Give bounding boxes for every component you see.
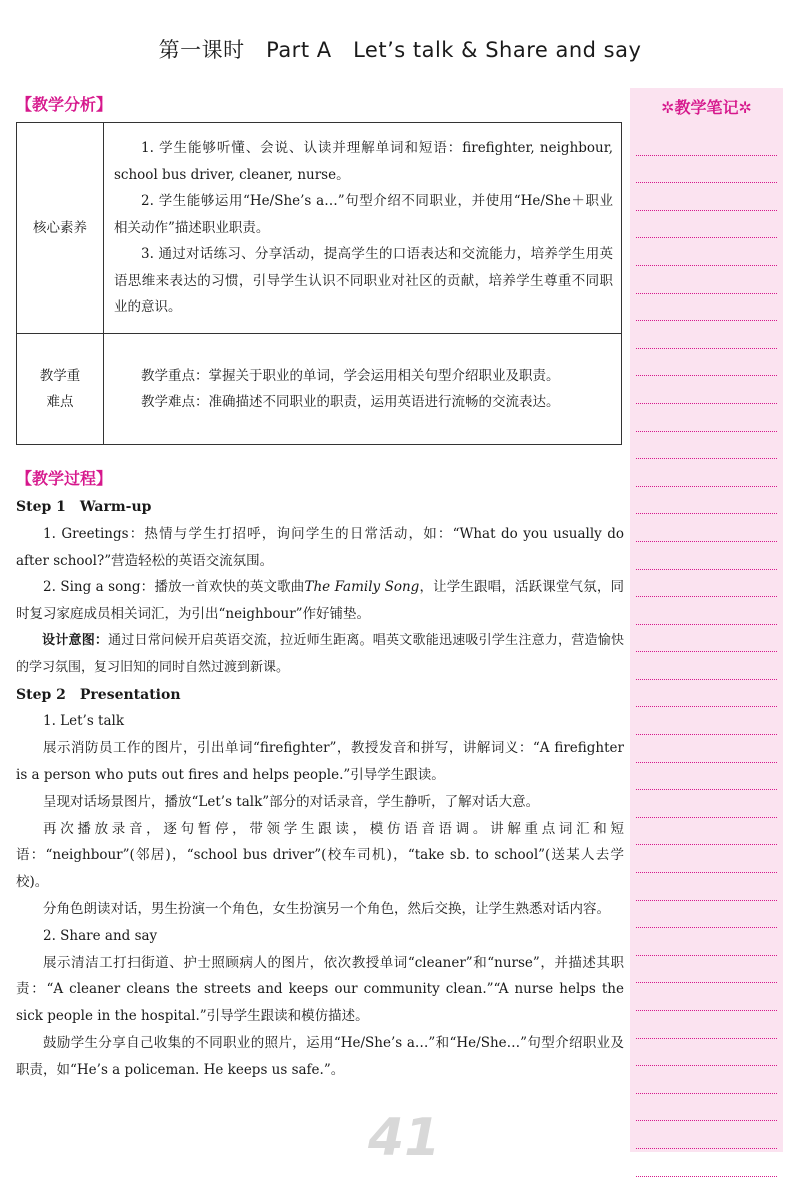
note-line bbox=[636, 680, 777, 708]
note-line bbox=[636, 349, 777, 377]
note-line bbox=[636, 928, 777, 956]
paragraph: 3. 通过对话练习、分享活动，提高学生的口语表达和交流能力，培养学生用英语思维来表达的习惯，引导学生认识不同职业对社区的贡献，培养学生尊重不同职业的意识。 bbox=[114, 246, 613, 316]
row-content bbox=[104, 334, 622, 445]
paragraph: 教学重点：掌握关于职业的单词，学会运用相关句型介绍职业及职责。 bbox=[141, 367, 560, 384]
note-line bbox=[636, 570, 777, 598]
paragraph bbox=[16, 574, 624, 628]
paragraph: 1. Greetings：热情与学生打招呼，询问学生的日常活动，如：“What do you usually do after school?”营造轻松的英语交流氛围。 bbox=[16, 525, 624, 569]
design-intent-text: 通过日常问候开启英语交流，拉近师生距离。唱英文歌能迅速吸引学生注意力，营造愉快的学习氛围，复习旧知的同时自然过渡到新课。 bbox=[16, 632, 624, 675]
paragraph: 教学难点：准确描述不同职业的职责，运用英语进行流畅的交流表达。 bbox=[141, 394, 560, 410]
paragraph: 1. 学生能够听懂、会说、认读并理解单词和短语：firefighter, neighbour, school bus driver, cleaner, nurse。 bbox=[114, 140, 613, 183]
table-row bbox=[17, 123, 622, 334]
design-intent-label: 设计意图： bbox=[42, 632, 109, 648]
note-line bbox=[636, 487, 777, 515]
page-title: 第一课时 Part A Let’s talk & Share and say bbox=[158, 38, 642, 62]
notes-sidebar bbox=[630, 88, 783, 1152]
note-line bbox=[636, 983, 777, 1011]
row-label: 核心素养 bbox=[17, 123, 104, 334]
note-line bbox=[636, 404, 777, 432]
subheading: 1. Let’s talk bbox=[43, 713, 125, 730]
section-heading-process: 【教学过程】 bbox=[16, 469, 113, 488]
paragraph: 展示消防员工作的图片，引出单词“firefighter”，教授发音和拼写，讲解词义：“A firefighter is a person who puts out fires and helps people.”引导学生跟读。 bbox=[16, 740, 624, 783]
note-line bbox=[636, 901, 777, 929]
note-line bbox=[636, 542, 777, 570]
row-label-text: 教学重难点 bbox=[39, 368, 81, 410]
note-line bbox=[636, 1066, 777, 1094]
note-line bbox=[636, 1039, 777, 1067]
step-title: Step 1 Warm-up bbox=[16, 499, 152, 515]
note-line bbox=[636, 873, 777, 901]
note-line bbox=[636, 1149, 777, 1177]
paragraph: 分角色朗读对话，男生扮演一个角色，女生扮演另一个角色，然后交换，让学生熟悉对话内容。 bbox=[43, 900, 610, 917]
notes-lines bbox=[630, 128, 783, 1177]
analysis-table bbox=[16, 122, 622, 445]
text-span: ，让学生跟唱，活跃课堂气氛，同时复习家庭成员相关词汇，为引出“neighbour”作好铺垫。 bbox=[16, 579, 624, 623]
note-line bbox=[636, 652, 777, 680]
note-line bbox=[636, 376, 777, 404]
note-line bbox=[636, 266, 777, 294]
note-line bbox=[636, 956, 777, 984]
table-row bbox=[17, 334, 622, 445]
note-line bbox=[636, 1011, 777, 1039]
note-line bbox=[636, 597, 777, 625]
note-line bbox=[636, 432, 777, 460]
paragraph: 再次播放录音，逐句暂停，带领学生跟读，模仿语音语调。讲解重点词汇和短语：“neighbour”(邻居)，“school bus driver”(校车司机)，“take sb. to school”(送某人去学校)。 bbox=[16, 820, 624, 891]
note-line bbox=[636, 321, 777, 349]
note-line bbox=[636, 128, 777, 156]
paragraph: 展示清洁工打扫街道、护士照顾病人的图片，依次教授单词“cleaner”和“nurse”，并描述其职责：“A cleaner cleans the streets and keeps our community clean.”“A nurse helps the sick people in the hospital.”引导学生跟读和模仿描述。 bbox=[16, 954, 624, 1025]
note-line bbox=[636, 514, 777, 542]
note-line bbox=[636, 1094, 777, 1122]
paragraph: 呈现对话场景图片，播放“Let’s talk”部分的对话录音，学生静听，了解对话大意。 bbox=[43, 793, 540, 810]
note-line bbox=[636, 625, 777, 653]
notes-heading: ✲教学笔记✲ bbox=[661, 98, 752, 117]
note-line bbox=[636, 707, 777, 735]
paragraph: 2. 学生能够运用“He/She’s a…”句型介绍不同职业，并使用“He/She＋职业相关动作”描述职业职责。 bbox=[114, 193, 613, 236]
note-line bbox=[636, 763, 777, 791]
section-heading-analysis: 【教学分析】 bbox=[16, 95, 113, 114]
note-line bbox=[636, 156, 777, 184]
text-span: 2. Sing a song：播放一首欢快的英文歌曲 bbox=[43, 579, 305, 596]
note-line bbox=[636, 735, 777, 763]
page-number: 41 bbox=[368, 1108, 441, 1168]
note-line bbox=[636, 183, 777, 211]
note-line bbox=[636, 818, 777, 846]
process-body bbox=[16, 494, 624, 1084]
paragraph: 鼓励学生分享自己收集的不同职业的照片，运用“He/She’s a…”和“He/She…”句型介绍职业及职责，如“He’s a policeman. He keeps us safe.”。 bbox=[16, 1034, 624, 1078]
note-line bbox=[636, 459, 777, 487]
note-line bbox=[636, 790, 777, 818]
design-intent bbox=[16, 628, 624, 682]
song-title: The Family Song bbox=[304, 579, 420, 596]
note-line bbox=[636, 294, 777, 322]
subheading: 2. Share and say bbox=[43, 927, 158, 944]
note-line bbox=[636, 1121, 777, 1149]
note-line bbox=[636, 238, 777, 266]
row-label bbox=[17, 334, 104, 445]
note-line bbox=[636, 211, 777, 239]
step-title: Step 2 Presentation bbox=[16, 686, 181, 703]
row-content bbox=[104, 123, 622, 334]
note-line bbox=[636, 845, 777, 873]
